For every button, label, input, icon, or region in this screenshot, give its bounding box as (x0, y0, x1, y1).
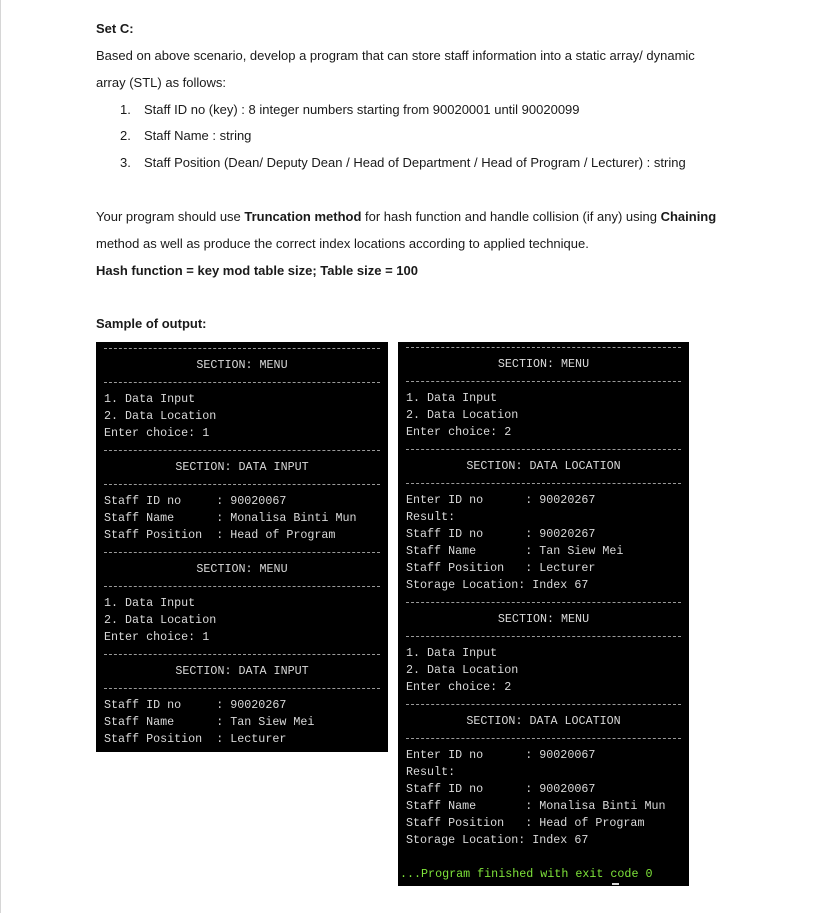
staff-id-line: Staff ID no : 90020067 (104, 494, 287, 508)
staff-name-line: Staff Name : Tan Siew Mei (406, 544, 624, 558)
section-title: SECTION: DATA LOCATION (466, 714, 621, 728)
menu-option: 1. Data Input (406, 391, 498, 405)
staff-name-line: Staff Name : Monalisa Binti Mun (104, 511, 357, 525)
divider (104, 552, 380, 553)
divider (104, 688, 380, 689)
storage-location-line: Storage Location: Index 67 (406, 833, 589, 847)
divider (406, 738, 681, 739)
terminal-output-right (398, 342, 689, 886)
menu-option: 2. Data Location (104, 409, 217, 423)
divider (104, 348, 380, 349)
section-title: SECTION: MENU (196, 562, 288, 576)
section-title: SECTION: MENU (497, 357, 590, 371)
divider (104, 450, 380, 451)
divider (406, 347, 681, 348)
section-title: SECTION: MENU (497, 612, 590, 626)
list-number: 1. (120, 102, 131, 117)
terminal-cursor (612, 883, 619, 885)
divider (104, 382, 380, 383)
staff-position-line: Staff Position : Head of Program (104, 528, 336, 542)
divider (406, 636, 681, 637)
staff-position-line: Staff Position : Lecturer (104, 732, 287, 746)
list-text: Staff Name : string (144, 128, 252, 143)
staff-id-line: Staff ID no : 90020267 (104, 698, 287, 712)
divider (406, 381, 681, 382)
section-title: SECTION: DATA INPUT (175, 664, 309, 678)
list-text: Staff Position (Dean/ Deputy Dean / Head of Department / Head of Program / Lecturer) : string (144, 155, 686, 170)
staff-name-line: Staff Name : Tan Siew Mei (104, 715, 315, 729)
list-number: 2. (120, 128, 131, 143)
truncation-method-label: Truncation method (244, 209, 362, 224)
sample-output-label: Sample of output: (96, 316, 207, 331)
divider (104, 586, 380, 587)
choice-line: Enter choice: 1 (104, 426, 210, 440)
result-label: Result: (406, 510, 456, 524)
divider (406, 704, 681, 705)
staff-id-line: Staff ID no : 90020267 (406, 527, 596, 541)
divider (406, 483, 681, 484)
staff-id-line: Staff ID no : 90020067 (406, 782, 596, 796)
divider (406, 449, 681, 450)
section-title: SECTION: DATA LOCATION (466, 459, 621, 473)
staff-position-line: Staff Position : Head of Program (406, 816, 645, 830)
result-label: Result: (406, 765, 456, 779)
menu-option: 1. Data Input (104, 596, 196, 610)
chaining-label: Chaining (660, 209, 717, 224)
page-left-edge (0, 0, 1, 913)
list-number: 3. (120, 155, 131, 170)
enter-id-line: Enter ID no : 90020067 (406, 748, 596, 762)
intro-line-2: array (STL) as follows: (96, 75, 227, 90)
staff-position-line: Staff Position : Lecturer (406, 561, 596, 575)
set-label: Set C: (96, 21, 134, 36)
list-text: Staff ID no (key) : 8 integer numbers starting from 90020001 until 90020099 (144, 102, 580, 117)
method-paragraph-line-2: method as well as produce the correct index locations according to applied technique. (96, 236, 589, 251)
enter-id-line: Enter ID no : 90020267 (406, 493, 596, 507)
terminal-output-left (96, 342, 388, 752)
section-title: SECTION: DATA INPUT (175, 460, 309, 474)
menu-option: 2. Data Location (406, 408, 519, 422)
section-title: SECTION: MENU (196, 358, 288, 372)
menu-option: 2. Data Location (406, 663, 519, 677)
divider (104, 484, 380, 485)
divider (406, 602, 681, 603)
intro-line-1: Based on above scenario, develop a program that can store staff information into a static array/ dynamic (96, 48, 695, 63)
menu-option: 1. Data Input (406, 646, 498, 660)
menu-option: 2. Data Location (104, 613, 217, 627)
hash-function-line: Hash function = key mod table size; Table size = 100 (96, 263, 418, 278)
exit-message: ...Program finished with exit code 0 (400, 867, 653, 881)
staff-name-line: Staff Name : Monalisa Binti Mun (406, 799, 666, 813)
choice-line: Enter choice: 2 (406, 425, 512, 439)
choice-line: Enter choice: 1 (104, 630, 210, 644)
storage-location-line: Storage Location: Index 67 (406, 578, 589, 592)
method-paragraph-line-1: Your program should use Truncation method for hash function and handle collision (if any) using Chaining (96, 209, 717, 224)
choice-line: Enter choice: 2 (406, 680, 512, 694)
menu-option: 1. Data Input (104, 392, 196, 406)
divider (104, 654, 380, 655)
